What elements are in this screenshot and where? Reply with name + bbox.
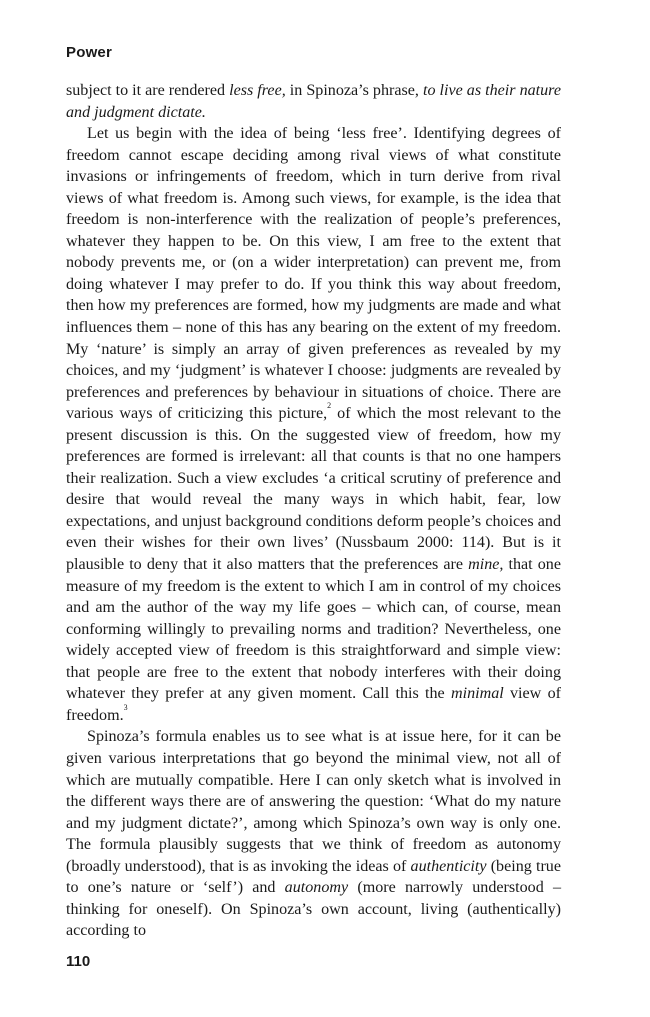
body-text	[66, 80, 561, 942]
italic-text: mine,	[468, 556, 504, 574]
footnote-ref: 2	[327, 401, 332, 411]
footnote-ref: 3	[123, 702, 128, 712]
text-run: Let us begin with the idea of being ‘less free’. Identifying degrees of freedom cannot escape deciding among rival views of what constitute invasions or infringements of freedom, which in turn derive from rival views of what freedom is. Among such views, for example, is the idea that freedom is non-interference with the realization of people’s preferences, whatever they happen to be. On this view, I am free to the extent that nobody prevents me, or (on a wider interpretation) can prevent me, from doing whatever I may prefer to do. If you think this way about freedom, then how my preferences are formed, how my judgments are made and what influences them – none of this has any bearing on the extent of my freedom. My ‘nature’ is simply an array of given preferences as revealed by my choices, and my ‘judgment’ is whatever I choose: judgments are revealed by preferences and preferences by behaviour in situations of choice. There are various ways of criticizing this picture,	[66, 125, 561, 423]
paragraph-continuation	[66, 80, 561, 123]
paragraph-less-free	[66, 123, 561, 726]
italic-text: autonomy	[284, 879, 349, 897]
text-run: view of freedom.	[66, 685, 561, 724]
italic-text: minimal	[450, 685, 504, 703]
text-run: in Spinoza’s phrase,	[285, 82, 423, 99]
text-run: subject to it are rendered	[66, 82, 230, 99]
running-head: Power	[66, 44, 113, 61]
italic-text: to live as their nature and judgment dictate.	[66, 82, 561, 121]
text-run: (being true to one’s nature or ‘self’) and	[66, 857, 561, 897]
page-number: 110	[66, 953, 91, 970]
paragraph-spinoza-formula	[66, 726, 561, 941]
italic-text: less free,	[229, 82, 286, 99]
text-run: (more narrowly understood – thinking for oneself). On Spinoza’s own account, living (authentically) according to	[66, 879, 561, 940]
italic-text: authenticity	[410, 857, 487, 875]
text-run: that one measure of my freedom is the extent to which I am in control of my choices and am the author of the way my life goes – which can, of course, mean conforming willingly to prevailing norms and tradition? Nevertheless, one widely accepted view of freedom is this straightforward and simple view: that people are free to the extent that nobody interferes with their doing whatever they prefer at any given moment. Call this the	[66, 556, 561, 703]
text-run: of which the most relevant to the present discussion is this. On the suggested view of freedom, how my preferences are formed is irrelevant: all that counts is that no one hampers their realization. Such a view excludes ‘a critical scrutiny of preference and desire that would reveal the many ways in which habit, fear, low expectations, and unjust background conditions deform people’s choices and even their wishes for their own lives’ (Nussbaum 2000: 114). But is it plausible to deny that it also matters that the preferences are	[66, 405, 561, 574]
text-run: Spinoza’s formula enables us to see what is at issue here, for it can be given various interpretations that go beyond the minimal view, not all of which are mutually compatible. Here I can only sketch what is involved in the different ways there are of answering the question: ‘What do my nature and my judgment dictate?’, among which Spinoza’s own way is only one. The formula plausibly suggests that we think of freedom as autonomy (broadly understood), that is as invoking the ideas of	[66, 728, 561, 875]
